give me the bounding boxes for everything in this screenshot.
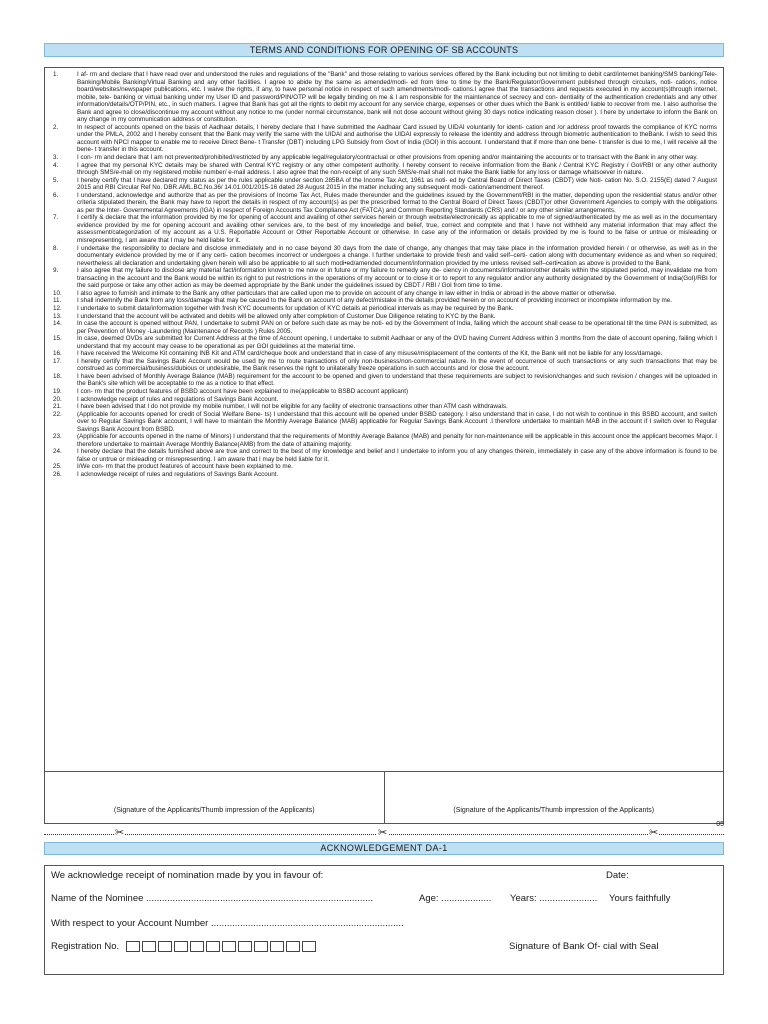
term-text: I agree that my personal KYC details may be shared with Central KYC registry or any other competent authority. I hereby consent to receive information from the Bank / Central KYC Registry / GoI/RBI or any other authority through SMS/e-mail on my registered mobile number/ e-mail address. I also agree that the non-receipt of any such SMS/e-mail shall not make the Bank liable for any loss or damage whatsoever in nature. [77,161,717,177]
term-text: (Applicable for accounts opened for credit of Social Welfare Bene- ts) I understand that this account will be opened under BSBD category. I also understand that in case, I do not wish to continue in this BSBD account, and switch over to Regular Savings Bank account, I will have to maintain the Monthly Average Balance (MAB) applicable for Regular Savings Bank Account .I therefore undertake to maintain MAB in the account if I switch over to Regular Savings Bank Account from BSBD. [77,410,717,433]
term-text: I af- rm and declare that I have read over and understood the rules and regulations of the "Bank" and those relating to various services offered by the Bank including but not limiting to debit card/internet banking/SMS banking/Tele-Banking/Mobile Banking/Virtual Banking and any other facilities. I agree to abide by the same as amended/modi- ed from time to time by the Bank/Regulator/Government published through circulars, noti- cations, notice board/websites/newspaper publications, etc. I waive the rights, if any, to have personal notice in respect of such amendments/modi- cations.I agree that the transactions and requests executed in my account(s)through internet, mobile, tele- banking or virtual banking under my User ID and password/PIN/OTP will be legally binding on me & I am responsible for the maintenance of secrecy and con- dentiality of the authentication credentials and any other information/details/OTP/PIN, etc., in such matters. I agree that Bank has got all the rights to debit my account for any service charge, expenses or other dues which the Bank is entitled/ liable to recover from me. I also authorise the Bank and agree to close/discontinue my account without any notice to me (under normal circumstance, bank will not dose account without giving 30 days notice indicating reason closer ). I here by undertake to inform the Bank on any change in my communication address or constitution. [77,71,717,124]
term-item [51,320,717,335]
term-text: I/We con- rm that the product features of account have been explained to me. [77,463,293,471]
term-number: 22. [53,410,62,418]
registration-digit-box[interactable] [302,941,316,952]
term-item [51,335,717,350]
age-field[interactable]: Age: ................... [419,893,492,904]
term-item [51,463,717,471]
term-item [51,290,717,298]
registration-digit-box[interactable] [286,941,300,952]
registration-digit-box[interactable] [142,941,156,952]
term-number: 4. [53,161,59,169]
terms-title: TERMS AND CONDITIONS FOR OPENING OF SB ACCOUNTS [44,43,724,57]
term-item [51,71,717,124]
term-text: I con- rm that the product features of BSBD account have been explained to me(applicable to BSBD account applicant) [77,387,409,395]
term-item [51,396,717,404]
scissors-icon: ✂ [649,827,659,839]
ack-row-3 [51,918,717,929]
term-text: I acknowledge receipt of rules and regulations of Savings Bank Account. [77,470,279,478]
term-text: I have received the Welcome Kit containing INB Kit and ATM card/cheque book and understand that in case of any misuse/misplacement of the contents of the Kit, the Bank will not be liable for any loss/damage. [77,350,663,358]
registration-digit-box[interactable] [238,941,252,952]
registration-digit-box[interactable] [222,941,236,952]
registration-digit-box[interactable] [190,941,204,952]
term-number: 5. [53,176,59,184]
term-number: 19. [53,387,62,395]
term-text: I acknowledge receipt of rules and regulations of Savings Bank Account. [77,395,279,403]
term-text: I con- rm and declare that I am not prevented/prohibited/restricted by any applicable legal/regulatory/contractual or other provisions from opening and/or maintaining the accounts or to transact with the Bank in any other way. [77,154,698,162]
term-text: I hereby certify that the Savings Bank Account would be used by me to route transactions of only non-business/non-commercial nature. In the event of occurrence of such transactions or any such transactions that may be construed as commercial/business/dubious or undesirable, the Bank reserves the right to unilaterally freeze operations in such accounts and /or close the account. [77,357,717,373]
applicant-signature-left[interactable] [45,772,384,823]
term-number: 21. [53,403,62,411]
acknowledgement-box [44,865,724,975]
term-text: In respect of accounts opened on the basis of Aadhaar details, I hereby declare that I have submitted the Aadhaar Card issued by UIDAI voluntarily for identi- cation and /or address proof towards the compliance of KYC norms under the PMLA, 2002 and I hereby consent that the Bank may verify the same with the UIDAI and authorise the UIDAI expressly to release the identity and address through biometric authentication to theBank. I wish to seed this account with NPCI mapper to enable me to receive Direct Bene- t Transfer (DBT) including LPG Subsidy from Govt of India (GOI) in this account. I understand that if more than one bene- t transfer is due to me, I will receive all the bene- t transfer in this account. [77,123,717,154]
term-item [51,313,717,321]
term-number: 16. [53,350,62,358]
bank-official-signature: Signature of Bank Of- cial with Seal [509,941,659,952]
term-text: I shall indemnify the Bank from any loss/damage that may be caused to the Bank on account of any defect/mistake in the details provided herein or on account of providing incorrect or incomplete information by me. [77,297,673,305]
term-number: 9. [53,267,59,275]
term-number: 12. [53,304,62,312]
term-number: 25. [53,463,62,471]
term-item [51,192,717,215]
term-item [51,411,717,434]
term-number: 18. [53,372,62,380]
term-number: 15. [53,335,62,343]
term-number: 26. [53,470,62,478]
term-number: 13. [53,312,62,320]
term-text: I undertake the responsibility to declare and disclose immediately and in no case beyond 30 days from the date of change, any changes that may take place in the information provided herein / or otherwise, as well as in the documentary evidence provided by me or if any certi- cation becomes incorrect or undergoes a change. I further undertake to provide fresh and valid self–certi- cation along with documentary evidence as and when so required; nevertheless all declaration and undertaking given herein will also be applicable to all such modi•ed/amended document/information provided by me unless revised self–certi•cation as above is provided to the Bank. [77,244,717,267]
scissors-icon: ✂ [378,827,388,839]
term-item [51,267,717,290]
page-number: 05 [716,821,724,828]
registration-digit-box[interactable] [254,941,268,952]
ack-row-2 [51,893,717,904]
years-field[interactable]: Years: ...................... [510,893,598,904]
term-item [51,124,717,154]
term-item [51,297,717,305]
registration-digit-box[interactable] [158,941,172,952]
term-number: 23. [53,433,62,441]
term-number: 2. [53,123,59,131]
term-text: I understand, acknowledge and authorize that as per the provisions of Income Tax Act, Rules made thereunder and the guidelines issued by the Government/RBI in the matter, depending upon the residential status and/or other criteria stipulated therein, the Bank may have to report the details in respect of my account(s) as per the prescribed format to the Central Board of Direct Taxes (CBDT)or other Government Agencies to comply with the obligations as per the Inter- Governmental Agreements (IGA) in respect of Foreign Accounts Tax Compliance Act (FATCA) and Common Reporting Standards (CRS) and / or any other similar arrangements. [77,191,717,214]
nominee-name-field[interactable]: Name of the Nominee ...................................................................................... [51,893,374,904]
ack-row-4 [51,941,717,952]
term-number: 3. [53,154,59,162]
scissors-icon: ✂ [115,827,125,839]
term-item [51,177,717,192]
term-item [51,403,717,411]
form-page [44,43,724,975]
signature-area [44,772,724,824]
term-item [51,358,717,373]
term-text: In case the account is opened without PAN, I undertake to submit PAN on or before such date as may be noti- ed by the Government of India, failing which the account shall cease to be operational till the time PAN is submitted, as per Prevention of Money -Laundering (Maintenance of Records ) Rules 2005. [77,320,717,335]
registration-digit-box[interactable] [206,941,220,952]
terms-list [44,67,724,772]
term-text: I hereby certify that I have declared my status as per the rules applicable under section 285BA of the Income Tax Act, 1961 as noti- ed by Central Board of Direct Taxes (CBDT) vide Noti- cation No. S.O. 2155(E) dated 7 August 2015 and RBI Circular Ref No. DBR.AML.BC.No.36/ 14.01.001/2015-16 dated 28 August 2015 in the matter including any subsequent modi- cation/amendment thereof. [77,176,717,192]
term-item [51,373,717,388]
signature-caption-right: (Signature of the Applicants/Thumb impression of the Applicants) [453,807,655,814]
registration-number-boxes[interactable] [126,941,318,952]
term-text: I have been advised that I do not provide my mobile number, I will not be eligible for any facility of electronic transactions other than ATM cash withdrawals. [77,403,508,411]
term-text: I hereby declare that the details furnished above are true and correct to the best of my knowledge and belief and I undertake to inform you of any changes therein, immediately in case any of the above information is found to be false or untrue or misleading or misrepresenting. I am aware that I may be held liable for it. [77,448,717,463]
term-item [51,305,717,313]
term-number: 11. [53,297,62,305]
ack-row-1 [51,870,717,881]
term-item [51,388,717,396]
term-text: I understand that the account will be activated and debits will be allowed only after completion of Customer Due Diligence relating to KYC by the Bank. [77,312,496,320]
term-text: I also agree to furnish and intimate to the Bank any other particulars that are called upon me to provide on account of any change in law either in India or abroad in the above matter or otherwise. [77,289,617,297]
ack-receipt-text: We acknowledge receipt of nomination made by you in favour of: [51,870,324,881]
term-text: In case, deemed OVDs are submitted for Current Address at the time of Account opening, I undertake to submit Aadhaar or any of the OVD having Current Address within 3 months from the date of account opening, failing which I understand that my account may cease to be operational as per GOI guidelines at the material time. [77,335,717,350]
registration-digit-box[interactable] [270,941,284,952]
term-item [51,350,717,358]
term-item [51,154,717,162]
registration-digit-box[interactable] [174,941,188,952]
signature-caption-left: (Signature of the Applicants/Thumb impression of the Applicants) [113,807,315,814]
term-item [51,433,717,448]
term-number: 17. [53,357,62,365]
date-label: Date: [606,870,629,881]
term-number: 8. [53,244,59,252]
registration-digit-box[interactable] [126,941,140,952]
term-number: 6. [53,191,59,199]
registration-label: Registration No. [51,941,120,953]
term-number: 14. [53,320,62,328]
acknowledgement-title: ACKNOWLEDGEMENT DA-1 [44,842,724,855]
term-text: (Applicable for accounts opened in the name of Minors) I understand that the requirements of Monthly Average Balance (MAB) and penalty for non-maintenance will be applicable in this account once the applicant becomes Major. I therefore undertake to maintain Average Monthly Balance(AMB) from the date of attaining majority. [77,433,717,448]
term-item [51,214,717,244]
account-number-field[interactable]: With respect to your Account Number ......................................................................... [51,918,404,929]
term-text: I undertake to submit data/information together with fresh KYC documents for updation of KYC details at periodical intervals as may be required by the Bank. [77,304,514,312]
term-number: 7. [53,214,59,222]
term-item [51,162,717,177]
applicant-signature-right[interactable] [384,772,724,823]
term-item [51,245,717,268]
term-number: 24. [53,448,62,456]
cut-line [44,821,724,840]
term-number: 1. [53,71,59,78]
yours-faithfully: Yours faithfully [609,893,671,904]
term-text: I certify & declare that the information provided by me for opening of account and availing of other services herein or through website/electronically as applicable to me of signed/authenticated by me as well as in the documentary evidence provided by me for opening account and availing other services are, to the best of my knowledge and belief, true, correct and complete and that I have not withheld any material information that may affect the assessment/categorization of my account as a U.S. Reportable Account or Other Reportable Account or otherwise. In case any of the information or details provided by me is found to be false or untrue or misleading or misrepresenting, I am aware that I may be held liable for it. [77,214,717,245]
term-number: 10. [53,289,62,297]
term-item [51,448,717,463]
term-number: 20. [53,395,62,403]
term-item [51,471,717,479]
term-text: I also agree that my failure to disclose any material fact/information known to me now or in future or my failure to remedy any de- ciency in documents/information/other details within the stipulated period, may invalidate me from transacting in the account and the Bank would be within its right to put restrictions in the operations of my account or to close it or to report to any regulator and/or any authority designated by the Government of India(GoI)/RBI for the said purpose or take any other action as may be deemed appropriate by the Bank under the guidelines issued by CBDT / RBI / GoI from time to time. [77,267,717,290]
term-text: I have been advised of Monthly Average Balance (MAB) requirement for the account to be opened and given to understand that these requirements are subject to revision/changes and such revision / changes will be uploaded in the Bank's site which will be acceptable to me as a notice to that effect. [77,372,717,388]
